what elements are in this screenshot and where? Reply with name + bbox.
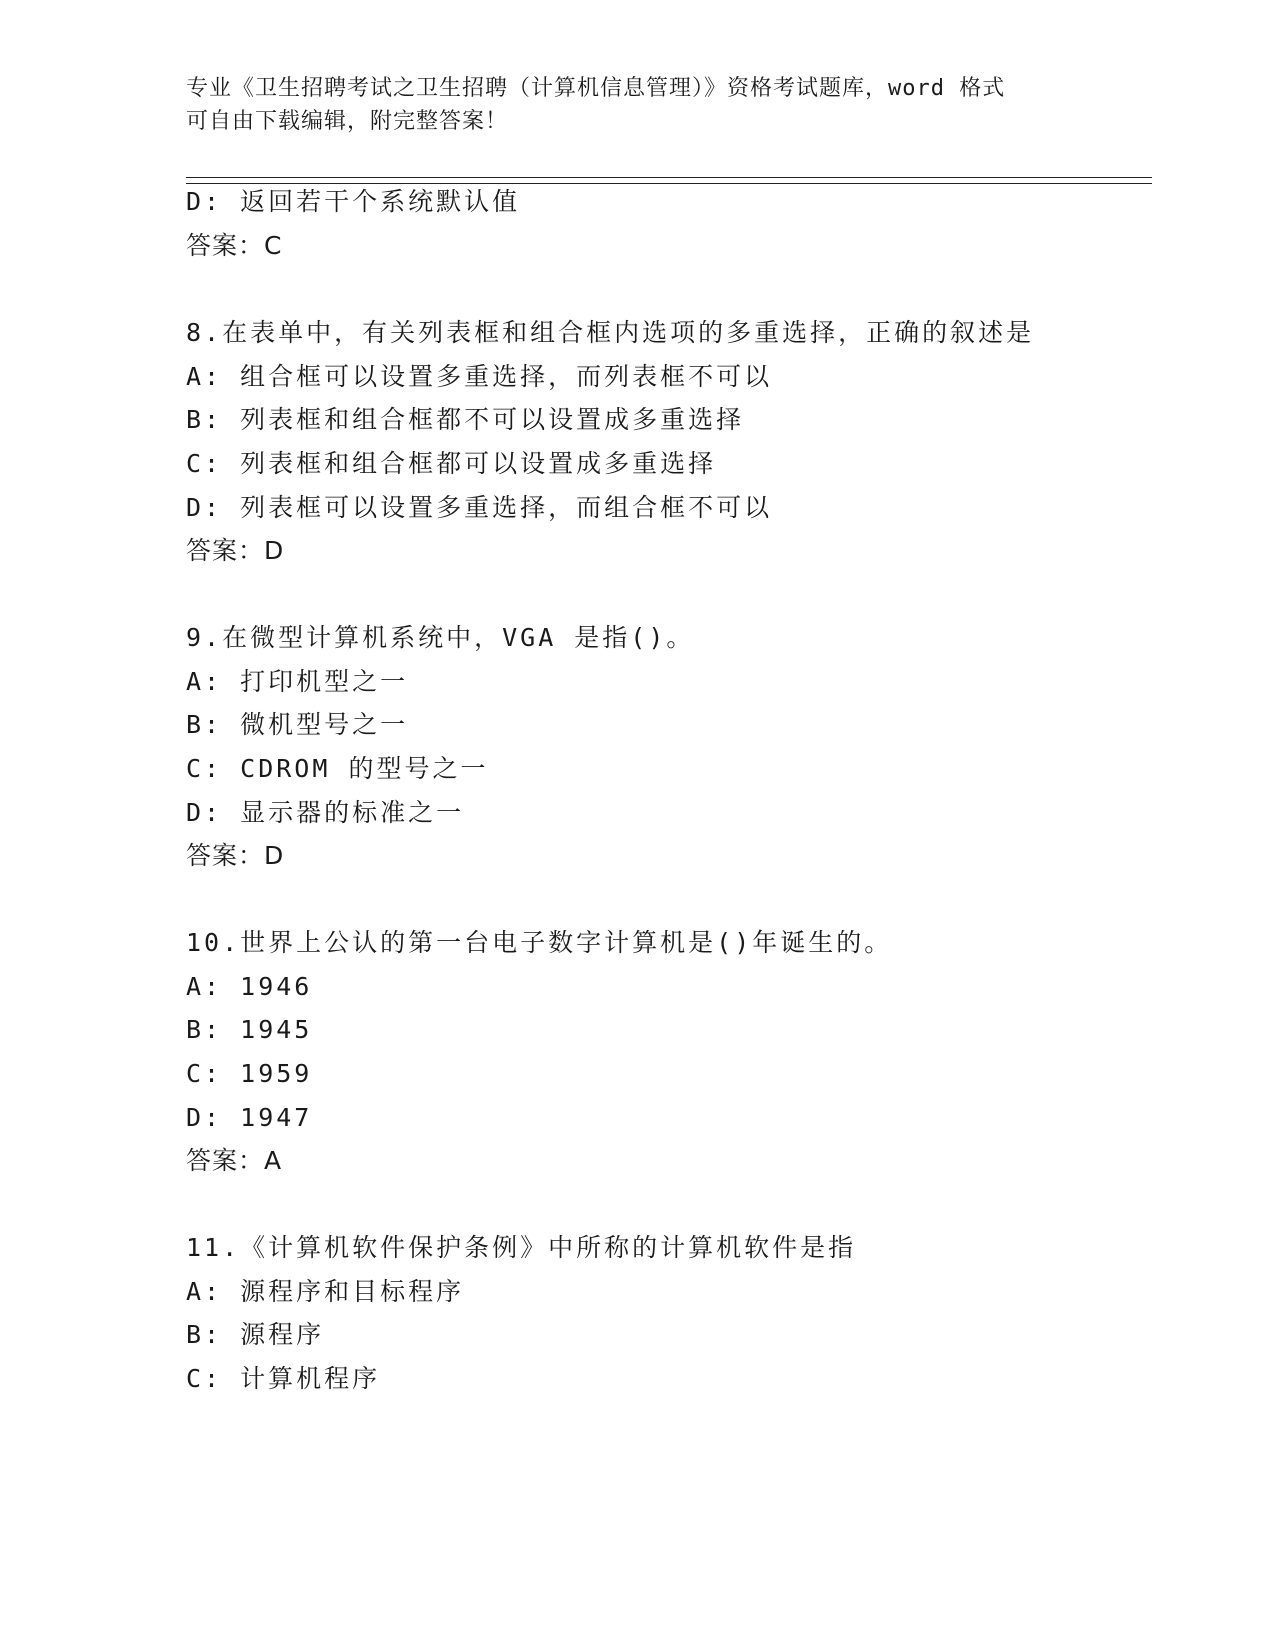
header-divider-bottom bbox=[186, 183, 1152, 184]
question-11-option-c: C: 计算机程序 bbox=[186, 1364, 381, 1393]
question-10-option-c: C: 1959 bbox=[186, 1059, 313, 1088]
question-11-option-a: A: 源程序和目标程序 bbox=[186, 1277, 465, 1306]
question-11-stem: 11.《计算机软件保护条例》中所称的计算机软件是指 bbox=[186, 1233, 857, 1262]
question-9-answer: 答案：D bbox=[186, 841, 285, 870]
answer-label: 答案：C bbox=[186, 231, 283, 260]
header-title-line: 专业《卫生招聘考试之卫生招聘（计算机信息管理）》资格考试题库，word 格式 bbox=[186, 76, 1006, 101]
document-header bbox=[186, 72, 1066, 138]
question-8-option-d: D: 列表框可以设置多重选择，而组合框不可以 bbox=[186, 493, 773, 522]
question-11-option-b: B: 源程序 bbox=[186, 1320, 325, 1349]
question-8-option-b: B: 列表框和组合框都不可以设置成多重选择 bbox=[186, 405, 745, 434]
question-9-stem: 9.在微型计算机系统中，VGA 是指()。 bbox=[186, 623, 695, 652]
question-8-answer: 答案：D bbox=[186, 536, 285, 565]
question-10-option-b: B: 1945 bbox=[186, 1015, 313, 1044]
question-9-option-a: A: 打印机型之一 bbox=[186, 667, 409, 696]
question-8-stem: 8.在表单中，有关列表框和组合框内选项的多重选择，正确的叙述是 bbox=[186, 318, 1035, 347]
question-10-option-d: D: 1947 bbox=[186, 1103, 313, 1132]
question-9-option-b: B: 微机型号之一 bbox=[186, 710, 409, 739]
option-d: D: 返回若干个系统默认值 bbox=[186, 187, 521, 216]
question-8-option-a: A: 组合框可以设置多重选择，而列表框不可以 bbox=[186, 362, 773, 391]
question-10-answer: 答案：A bbox=[186, 1146, 283, 1175]
header-subtitle-line: 可自由下载编辑，附完整答案！ bbox=[186, 109, 509, 134]
question-9-option-d: D: 显示器的标准之一 bbox=[186, 798, 465, 827]
question-8-option-c: C: 列表框和组合框都可以设置成多重选择 bbox=[186, 449, 717, 478]
header-divider-top bbox=[186, 177, 1152, 178]
question-10-stem: 10.世界上公认的第一台电子数字计算机是()年诞生的。 bbox=[186, 928, 893, 957]
question-9-option-c: C: CDROM 的型号之一 bbox=[186, 754, 489, 783]
question-10-option-a: A: 1946 bbox=[186, 972, 313, 1001]
